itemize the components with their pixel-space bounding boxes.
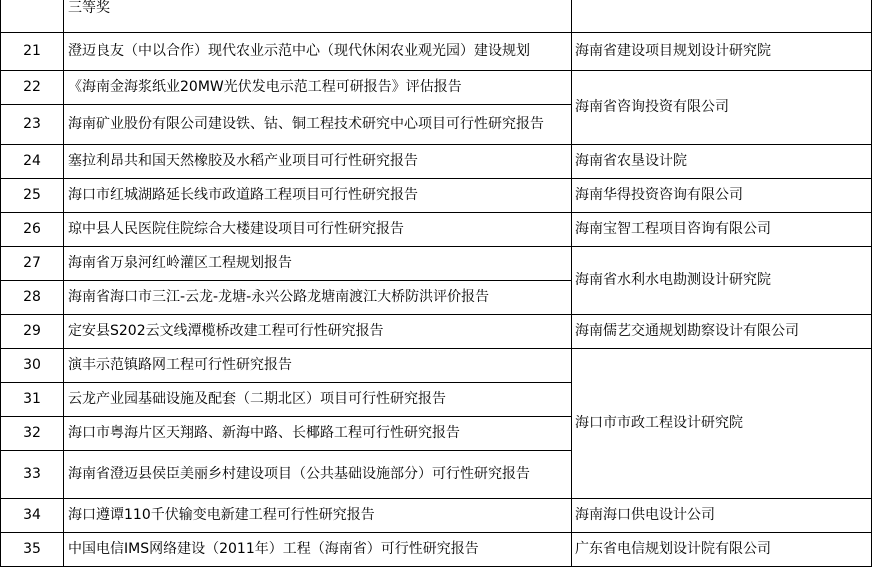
table-row — [1, 0, 872, 32]
project-name: 定安县S202云文线潭榄桥改建工程可行性研究报告 — [64, 314, 572, 348]
row-number: 26 — [1, 212, 64, 246]
organization-name: 海南省农垦设计院 — [572, 144, 872, 178]
organization-name: 海南宝智工程项目咨询有限公司 — [572, 212, 872, 246]
project-name: 《海南金海浆纸业20MW光伏发电示范工程可研报告》评估报告 — [64, 70, 572, 104]
organization-name: 海南省咨询投资有限公司 — [572, 70, 872, 144]
row-number: 30 — [1, 348, 64, 382]
table-row — [1, 532, 872, 566]
organization-name: 海南省建设项目规划设计研究院 — [572, 32, 872, 70]
project-name: 演丰示范镇路网工程可行性研究报告 — [64, 348, 572, 382]
table-row — [1, 70, 872, 104]
table-row — [1, 178, 872, 212]
row-number: 34 — [1, 498, 64, 532]
project-name: 云龙产业园基础设施及配套（二期北区）项目可行性研究报告 — [64, 382, 572, 416]
project-name: 琼中县人民医院住院综合大楼建设项目可行性研究报告 — [64, 212, 572, 246]
organization-name: 广东省电信规划设计院有限公司 — [572, 532, 872, 566]
organization-name: 海南儒艺交通规划勘察设计有限公司 — [572, 314, 872, 348]
row-number-cell — [1, 0, 64, 32]
row-number: 28 — [1, 280, 64, 314]
project-name: 海南省海口市三江-云龙-龙塘-永兴公路龙塘南渡江大桥防洪评价报告 — [64, 280, 572, 314]
row-number: 31 — [1, 382, 64, 416]
row-number: 24 — [1, 144, 64, 178]
row-number: 33 — [1, 450, 64, 498]
project-name: 澄迈良友（中以合作）现代农业示范中心（现代休闲农业观光园）建设规划 — [64, 32, 572, 70]
table-row — [1, 314, 872, 348]
project-name: 海口市红城湖路延长线市政道路工程项目可行性研究报告 — [64, 178, 572, 212]
organization-name: 海南省水利水电勘测设计研究院 — [572, 246, 872, 314]
organization-name: 海南海口供电设计公司 — [572, 498, 872, 532]
organization-name: 海口市市政工程设计研究院 — [572, 348, 872, 498]
table-row — [1, 498, 872, 532]
row-number: 23 — [1, 104, 64, 144]
project-name: 海南省万泉河红岭灌区工程规划报告 — [64, 246, 572, 280]
project-name: 海南省澄迈县侯臣美丽乡村建设项目（公共基础设施部分）可行性研究报告 — [64, 450, 572, 498]
table-row — [1, 32, 872, 70]
project-name: 海口市粤海片区天翔路、新海中路、长椰路工程可行性研究报告 — [64, 416, 572, 450]
row-number: 29 — [1, 314, 64, 348]
project-name: 塞拉利昂共和国天然橡胶及水稻产业项目可行性研究报告 — [64, 144, 572, 178]
project-name: 海南矿业股份有限公司建设铁、钴、铜工程技术研究中心项目可行性研究报告 — [64, 104, 572, 144]
project-name: 中国电信IMS网络建设（2011年）工程（海南省）可行性研究报告 — [64, 532, 572, 566]
category-label: 三等奖 — [64, 0, 572, 32]
table-row — [1, 348, 872, 382]
row-number: 35 — [1, 532, 64, 566]
row-number: 32 — [1, 416, 64, 450]
row-number: 25 — [1, 178, 64, 212]
row-number: 27 — [1, 246, 64, 280]
row-number: 22 — [1, 70, 64, 104]
organization-name: 海南华得投资咨询有限公司 — [572, 178, 872, 212]
row-number: 21 — [1, 32, 64, 70]
organization-cell — [572, 0, 872, 32]
table-row — [1, 212, 872, 246]
table-row — [1, 144, 872, 178]
project-name: 海口遵谭110千伏输变电新建工程可行性研究报告 — [64, 498, 572, 532]
table-row — [1, 246, 872, 280]
